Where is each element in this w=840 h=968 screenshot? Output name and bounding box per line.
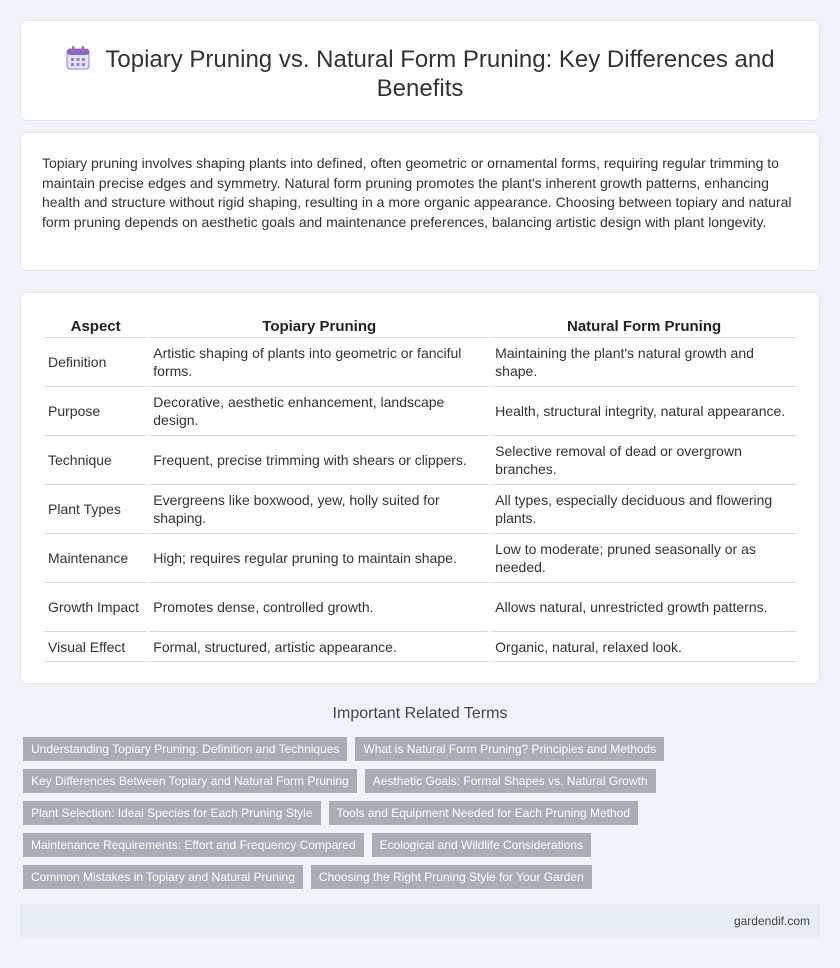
related-term-link[interactable]: Maintenance Requirements: Effort and Frequency Compared — [23, 833, 364, 857]
related-term-link[interactable]: Key Differences Between Topiary and Natural Form Pruning — [23, 769, 357, 793]
cell-aspect: Technique — [44, 436, 147, 485]
cell-topiary: Artistic shaping of plants into geometric or fanciful forms. — [149, 338, 489, 387]
related-term-link[interactable]: Common Mistakes in Topiary and Natural Pruning — [23, 865, 303, 889]
cell-topiary: Promotes dense, controlled growth. — [149, 583, 489, 632]
cell-aspect: Maintenance — [44, 534, 147, 583]
cell-natural: Organic, natural, relaxed look. — [491, 632, 797, 662]
cell-topiary: Frequent, precise trimming with shears or clippers. — [149, 436, 489, 485]
related-term-link[interactable]: What is Natural Form Pruning? Principles and Methods — [355, 737, 664, 761]
table-row — [44, 583, 797, 632]
table-row — [44, 436, 797, 485]
tag-row — [23, 737, 823, 761]
related-term-link[interactable]: Ecological and Wildlife Considerations — [372, 833, 591, 857]
related-term-link[interactable]: Aesthetic Goals: Formal Shapes vs. Natural Growth — [365, 769, 656, 793]
cell-topiary: High; requires regular pruning to maintain shape. — [149, 534, 489, 583]
table-row — [44, 387, 797, 436]
footer — [20, 904, 820, 938]
table-row — [44, 534, 797, 583]
tag-row — [23, 865, 823, 889]
header-natural: Natural Form Pruning — [491, 314, 797, 338]
related-term-link[interactable]: Tools and Equipment Needed for Each Pruning Method — [329, 801, 639, 825]
tag-row — [23, 769, 823, 793]
cell-aspect: Definition — [44, 338, 147, 387]
related-term-link[interactable]: Choosing the Right Pruning Style for Your Garden — [311, 865, 592, 889]
footer-site-link[interactable]: gardendif.com — [733, 914, 810, 928]
tag-row — [23, 801, 823, 825]
intro-paragraph: Topiary pruning involves shaping plants into defined, often geometric or ornamental forms, requiring regular trimming to maintain precise edges and symmetry. Natural form pruning promotes the plant's inherent growth patterns, enhancing health and structure without rigid shaping, resulting in a more organic appearance. Choosing between topiary and natural form pruning depends on aesthetic goals and maintenance preferences, balancing artistic design with plant longevity. — [42, 155, 792, 230]
table-row — [44, 485, 797, 534]
cell-natural: All types, especially deciduous and flowering plants. — [491, 485, 797, 534]
table-header-row — [44, 314, 797, 338]
header-topiary: Topiary Pruning — [149, 314, 489, 338]
related-term-link[interactable]: Understanding Topiary Pruning: Definition and Techniques — [23, 737, 347, 761]
comparison-table-card — [20, 292, 820, 684]
cell-aspect: Purpose — [44, 387, 147, 436]
calendar-icon — [65, 45, 91, 71]
cell-natural: Low to moderate; pruned seasonally or as needed. — [491, 534, 797, 583]
cell-natural: Health, structural integrity, natural appearance. — [491, 387, 797, 436]
related-terms-list — [23, 737, 823, 897]
related-term-link[interactable]: Plant Selection: Ideal Species for Each Pruning Style — [23, 801, 321, 825]
cell-topiary: Evergreens like boxwood, yew, holly suited for shaping. — [149, 485, 489, 534]
cell-natural: Maintaining the plant's natural growth and shape. — [491, 338, 797, 387]
table-row — [44, 338, 797, 387]
cell-aspect: Growth Impact — [44, 583, 147, 632]
cell-aspect: Plant Types — [44, 485, 147, 534]
tag-row — [23, 833, 823, 857]
page-title-text: Topiary Pruning vs. Natural Form Pruning: Key Differences and Benefits — [105, 46, 775, 102]
cell-aspect: Visual Effect — [44, 632, 147, 662]
header-aspect: Aspect — [44, 314, 147, 338]
cell-topiary: Decorative, aesthetic enhancement, landscape design. — [149, 387, 489, 436]
table-row — [44, 632, 797, 662]
related-terms-heading: Important Related Terms — [332, 705, 508, 722]
comparison-table — [42, 314, 799, 662]
page-title — [61, 45, 779, 103]
cell-natural: Selective removal of dead or overgrown branches. — [491, 436, 797, 485]
intro-card — [20, 132, 820, 271]
cell-topiary: Formal, structured, artistic appearance. — [149, 632, 489, 662]
cell-natural: Allows natural, unrestricted growth patterns. — [491, 583, 797, 632]
title-card — [20, 20, 820, 121]
